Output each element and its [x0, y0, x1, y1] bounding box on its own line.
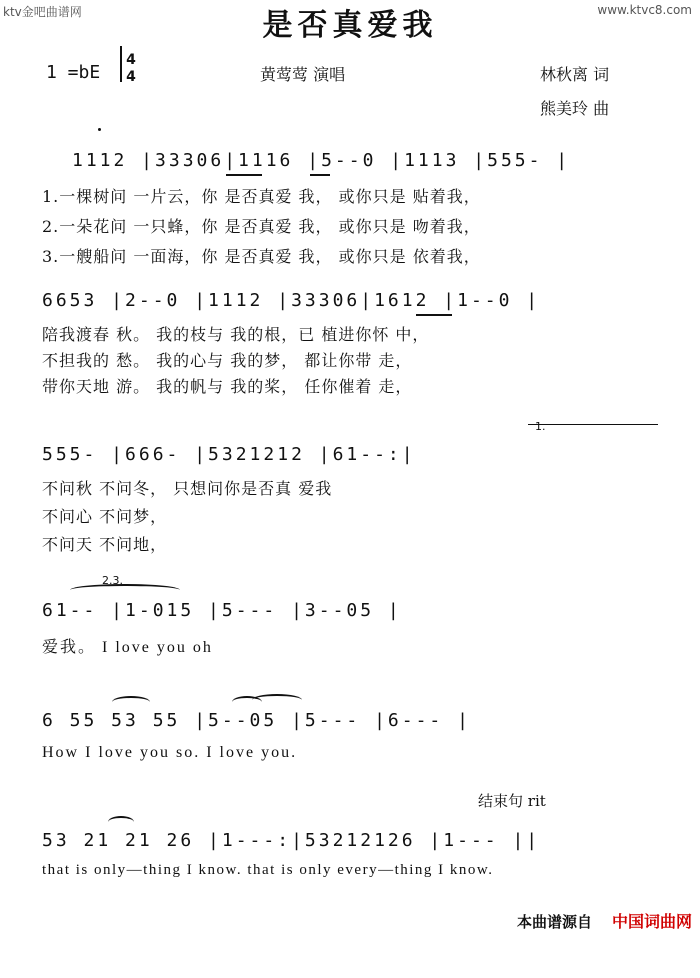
- time-signature-top: 4: [126, 52, 136, 68]
- lyric-verse-1: 1.一棵树问 一片云，你 是否真爱 我， 或你只是 贴着我，: [42, 187, 481, 206]
- beam: [416, 314, 452, 316]
- lyric-line: How I love you so. I love you.: [42, 744, 298, 761]
- notation-line: 53 21 21 26 |1---:|53212126 |1--- ||: [42, 830, 541, 851]
- score-row-1: [0, 148, 700, 298]
- lyric-line: 爱我。 I love you oh: [42, 639, 213, 656]
- lyric-verse-3: 带你天地 游。 我的帆与 我的桨， 任你催着 走，: [42, 377, 413, 396]
- beam: [310, 174, 330, 176]
- time-signature: [120, 52, 142, 86]
- watermark-right: www.ktvc8.com: [597, 3, 692, 17]
- notation-line: 6653 |2--0 |1112 |33306|1612 |1--0 |: [42, 290, 541, 311]
- lyricist-credit: 林秋离 词: [540, 65, 610, 84]
- volta-label: 2.3.: [102, 574, 123, 587]
- notation-line: 61-- |1-015 |5--- |3--05 |: [42, 600, 402, 621]
- notation-line: 1112 |33306|1116 |5--0 |1113 |555- |: [72, 150, 571, 171]
- lyric-line: that is only—thing I know. that is only every—thing I know.: [42, 862, 494, 878]
- beam: [226, 174, 262, 176]
- site-name-link[interactable]: 中国词曲网: [611, 912, 692, 931]
- watermark-left: ktv金吧曲谱网: [3, 5, 82, 19]
- lyric-verse-2: 2.一朵花问 一只蜂，你 是否真爱 我， 或你只是 吻着我，: [42, 217, 481, 236]
- key-signature: 1 =bE: [46, 62, 101, 83]
- notation-line: 555- |666- |5321212 |61--:|: [42, 444, 416, 465]
- ending-annotation: 结束句 rit: [478, 792, 546, 810]
- pickup-dot: [98, 128, 101, 131]
- lyric-verse-3: 3.一艘船问 一面海，你 是否真爱 我， 或你只是 依着我，: [42, 247, 481, 266]
- lyric-verse-2: 不担我的 愁。 我的心与 我的梦， 都让你带 走，: [42, 351, 413, 370]
- composer-credit: 熊美玲 曲: [540, 99, 610, 118]
- lyric-verse-1: 陪我渡春 秋。 我的枝与 我的根，已 植进你怀 中，: [42, 325, 430, 344]
- source-label: 本曲谱源自: [516, 913, 592, 931]
- slur: [108, 816, 134, 828]
- lyric-verse-3: 不问天 不问地，: [42, 535, 168, 554]
- time-signature-divider: [120, 46, 122, 82]
- volta-bracket-line: [528, 424, 658, 425]
- song-title: 是否真爱我: [262, 8, 438, 43]
- score-row-3: [0, 420, 700, 592]
- volta-label: 1.: [535, 420, 546, 433]
- slur: [70, 584, 180, 596]
- score-row-2: [0, 288, 700, 438]
- slur: [252, 694, 302, 706]
- score-row-6: [0, 792, 700, 978]
- lyric-verse-2: 不问心 不问梦，: [42, 507, 168, 526]
- notation-line: 6 55 53 55 |5--05 |5--- |6--- |: [42, 710, 471, 731]
- time-signature-bottom: 4: [126, 69, 136, 85]
- singer-credit: 黄莺莺 演唱: [260, 65, 346, 84]
- lyric-verse-1: 不问秋 不问冬， 只想问你是否真 爱我: [42, 479, 333, 498]
- slur: [112, 696, 150, 708]
